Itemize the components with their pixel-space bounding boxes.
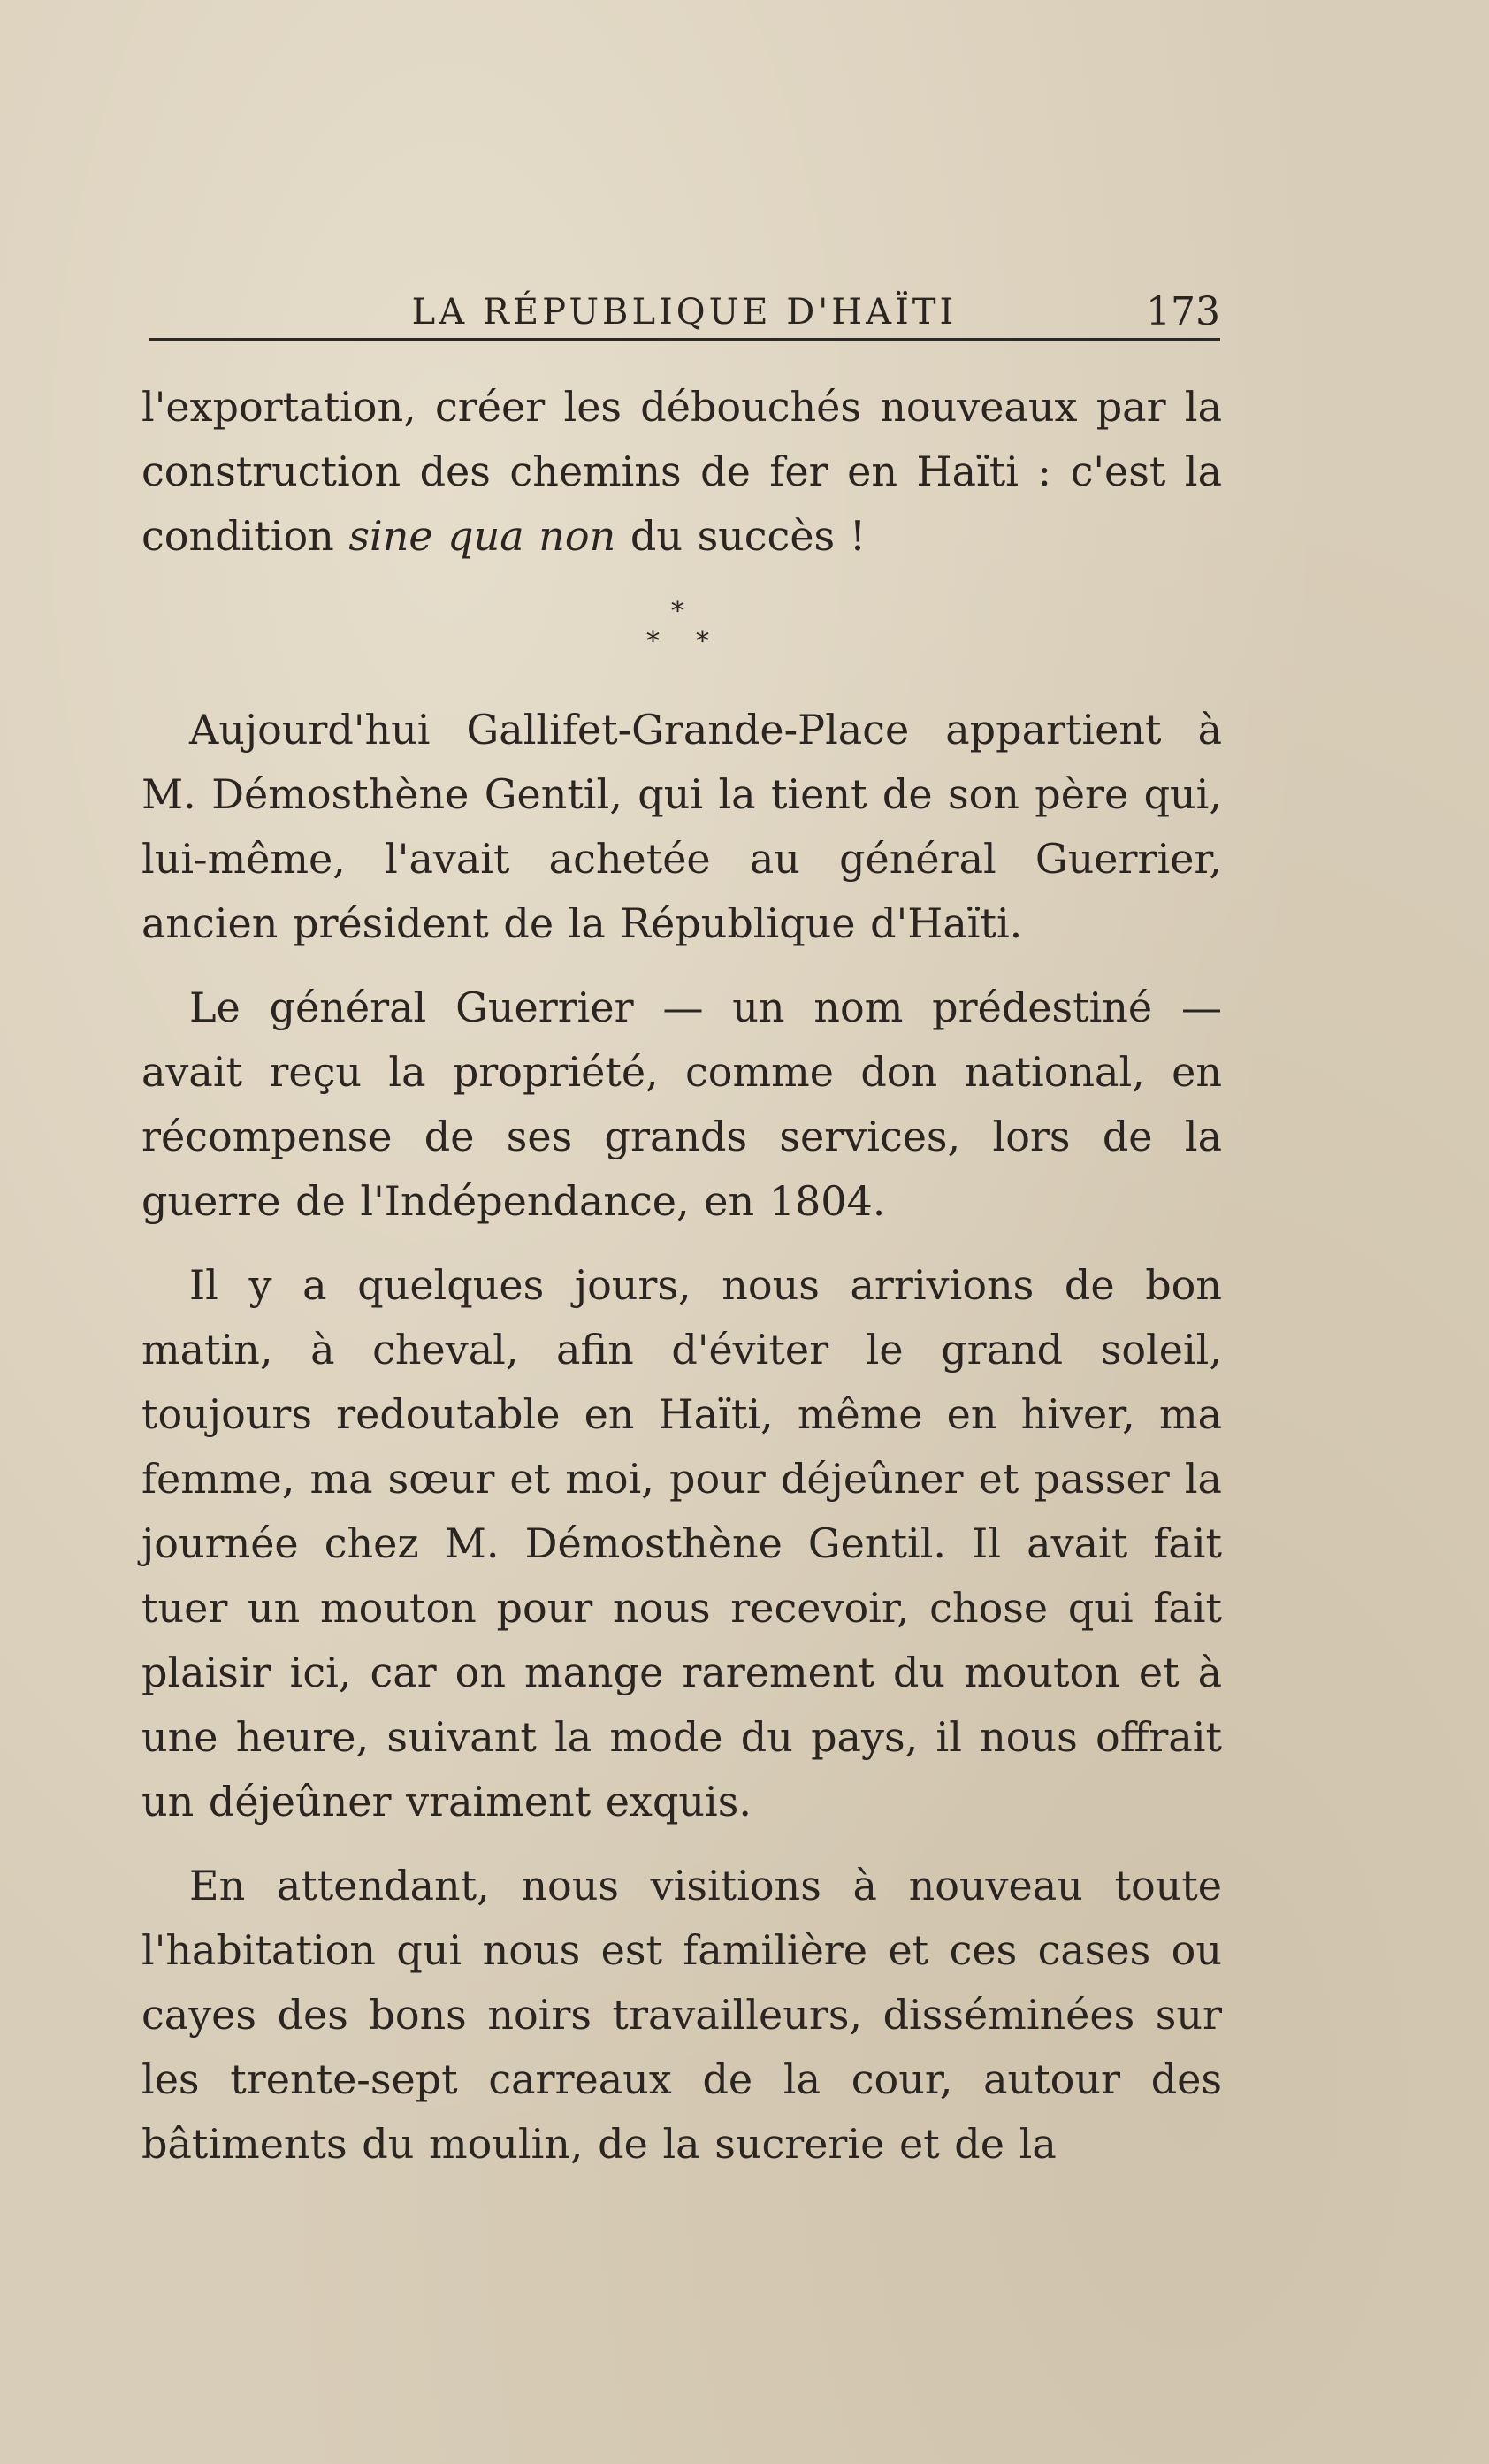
asterism-star-right: *	[696, 626, 709, 657]
asterism	[611, 596, 752, 661]
asterism-star-left: *	[646, 626, 660, 657]
paragraph-1	[141, 375, 1222, 569]
running-title: LA RÉPUBLIQUE D'HAÏTI	[411, 292, 958, 333]
body-text	[141, 375, 1222, 2196]
paragraph-1-end: du succès !	[615, 512, 867, 560]
running-head	[149, 281, 1220, 343]
asterism-star-top: *	[671, 596, 684, 627]
paragraph-3: Le général Guerrier — un nom prédestiné — avait reçu la propriété, comme don national, en récompense de ses grands services, lors de la guerre de l'Indépendance, en 1804.	[141, 983, 1222, 1225]
paragraph-5: En attendant, nous visitions à nouveau toute l'habitation qui nous est familière et ces cases ou cayes des bons noirs travailleurs, disséminées sur les trente-sept carreaux de la cour, autour des bâtiments du moulin, de la sucrerie et de la	[141, 1862, 1222, 2168]
paragraph-1-start: l'exportation, créer les débouchés nouveaux par la construction des chemins de fer en Haïti : c'est la condition	[141, 383, 1222, 560]
paragraph-4: Il y a quelques jours, nous arrivions de bon matin, à cheval, afin d'éviter le grand soleil, toujours redoutable en Haïti, même en hiver, ma femme, ma sœur et moi, pour déjeûner et passer la journée chez M. Démosthène Gentil. Il avait fait tuer un mouton pour nous recevoir, chose qui fait plaisir ici, car on mange rarement du mouton et à une heure, suivant la mode du pays, il nous offrait un déjeûner vraiment exquis.	[141, 1261, 1222, 1825]
header-rule	[149, 338, 1220, 341]
paragraph-2: Aujourd'hui Gallifet-Grande-Place appartient à M. Démosthène Gentil, qui la tient de son père qui, lui-même, l'avait achetée au général Guerrier, ancien président de la République d'Haïti.	[141, 706, 1222, 947]
italic-phrase: sine qua non	[348, 512, 616, 560]
page-number: 173	[1146, 289, 1220, 334]
